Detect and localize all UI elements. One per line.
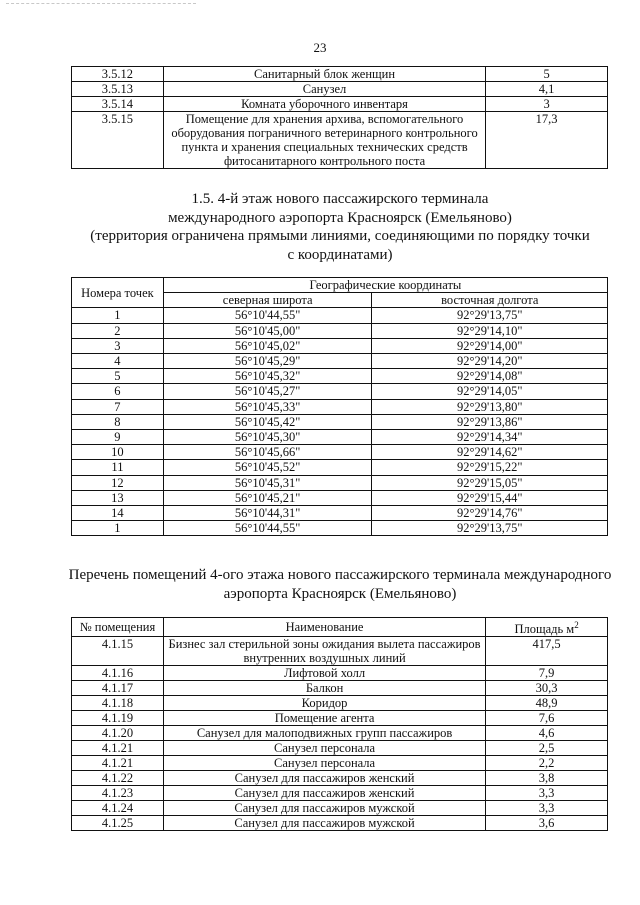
page-number: 23	[313, 40, 327, 55]
table-row	[72, 696, 608, 711]
cell-latitude: 56°10'45,21"	[163, 490, 372, 505]
cell-longitude: 92°29'14,10"	[372, 323, 608, 338]
cell-room-number: 4.1.19	[72, 711, 164, 726]
cell-point-number: 11	[72, 460, 164, 475]
header-room-number: № помещения	[72, 618, 164, 637]
cell-longitude: 92°29'14,00"	[372, 338, 608, 353]
table-row	[72, 445, 608, 460]
table-row	[72, 756, 608, 771]
rooms-list-heading-line: Перечень помещений 4-ого этажа нового пассажирского терминала международного	[68, 567, 612, 583]
cell-room-name: Санузел для пассажиров мужской	[163, 816, 485, 831]
cell-longitude: 92°29'15,05"	[372, 475, 608, 490]
cell-point-number: 13	[72, 490, 164, 505]
table-row	[72, 711, 608, 726]
cell-latitude: 56°10'45,00"	[163, 323, 372, 338]
cell-room-area: 3	[486, 97, 608, 112]
cell-latitude: 56°10'45,32"	[163, 369, 372, 384]
section-heading-line: международного аэропорта Красноярск (Емельяново)	[168, 209, 512, 226]
table-row	[72, 399, 608, 414]
table-row	[72, 384, 608, 399]
cell-room-area: 3,3	[486, 786, 608, 801]
cell-longitude: 92°29'14,34"	[372, 430, 608, 445]
cell-point-number: 12	[72, 475, 164, 490]
cell-room-area: 7,9	[486, 666, 608, 681]
cell-room-area: 48,9	[486, 696, 608, 711]
cell-room-name: Санузел персонала	[163, 741, 485, 756]
table-row	[72, 338, 608, 353]
table-row	[72, 506, 608, 521]
cell-latitude: 56°10'45,30"	[163, 430, 372, 445]
rooms-list-heading	[40, 566, 640, 603]
cell-latitude: 56°10'45,29"	[163, 354, 372, 369]
cell-point-number: 1	[72, 521, 164, 536]
cell-room-area: 3,8	[486, 771, 608, 786]
cell-point-number: 1	[72, 308, 164, 323]
cell-point-number: 5	[72, 369, 164, 384]
cell-room-area: 5	[486, 67, 608, 82]
table-row	[72, 726, 608, 741]
cell-room-area: 7,6	[486, 711, 608, 726]
cell-point-number: 9	[72, 430, 164, 445]
table-row	[72, 323, 608, 338]
cell-room-number: 4.1.25	[72, 816, 164, 831]
cell-room-number: 3.5.12	[72, 67, 164, 82]
header-points: Номера точек	[72, 278, 164, 308]
cell-room-name: Комната уборочного инвентаря	[163, 97, 485, 112]
cell-point-number: 14	[72, 506, 164, 521]
cell-latitude: 56°10'44,55"	[163, 308, 372, 323]
cell-room-number: 4.1.23	[72, 786, 164, 801]
table-row	[72, 430, 608, 445]
table-row	[72, 475, 608, 490]
cell-longitude: 92°29'14,05"	[372, 384, 608, 399]
header-room-area-label: Площадь м	[514, 622, 575, 636]
cell-latitude: 56°10'45,66"	[163, 445, 372, 460]
cell-point-number: 3	[72, 338, 164, 353]
rooms-table	[71, 617, 608, 831]
cell-room-number: 4.1.24	[72, 801, 164, 816]
cell-room-number: 4.1.18	[72, 696, 164, 711]
cell-room-name: Санузел персонала	[163, 756, 485, 771]
cell-room-name: Санитарный блок женщин	[163, 67, 485, 82]
header-latitude: северная широта	[163, 293, 372, 308]
header-room-area-unit: 2	[574, 620, 579, 630]
section-heading-line: (территория ограничена прямыми линиями, соединяющими по порядку точки	[90, 228, 590, 244]
table-row	[72, 82, 608, 97]
cell-room-number: 4.1.22	[72, 771, 164, 786]
cell-room-name: Санузел для малоподвижных групп пассажиров	[163, 726, 485, 741]
cell-latitude: 56°10'45,42"	[163, 414, 372, 429]
table-row	[72, 786, 608, 801]
table-row	[72, 354, 608, 369]
cell-room-name: Санузел для пассажиров женский	[163, 771, 485, 786]
cell-latitude: 56°10'45,52"	[163, 460, 372, 475]
table-row	[72, 771, 608, 786]
header-room-name: Наименование	[163, 618, 485, 637]
cell-room-area: 4,6	[486, 726, 608, 741]
cell-longitude: 92°29'13,86"	[372, 414, 608, 429]
table-row	[72, 308, 608, 323]
cell-room-number: 3.5.14	[72, 97, 164, 112]
table-row	[72, 801, 608, 816]
cell-room-area: 2,5	[486, 741, 608, 756]
cell-room-number: 4.1.21	[72, 741, 164, 756]
cell-room-area: 2,2	[486, 756, 608, 771]
cell-room-number: 3.5.13	[72, 82, 164, 97]
cell-room-number: 3.5.15	[72, 112, 164, 169]
table-row	[72, 67, 608, 82]
coordinates-table	[71, 277, 608, 536]
header-longitude: восточная долгота	[372, 293, 608, 308]
cell-longitude: 92°29'14,62"	[372, 445, 608, 460]
cell-longitude: 92°29'15,44"	[372, 490, 608, 505]
cell-room-name: Балкон	[163, 681, 485, 696]
cell-room-number: 4.1.17	[72, 681, 164, 696]
cell-longitude: 92°29'14,08"	[372, 369, 608, 384]
cell-room-area: 417,5	[486, 637, 608, 666]
section-heading-line: с координатами)	[287, 246, 393, 263]
table-row	[72, 741, 608, 756]
cell-latitude: 56°10'45,31"	[163, 475, 372, 490]
header-geo-coordinates: Географические координаты	[163, 278, 607, 293]
table-row	[72, 369, 608, 384]
table-row	[72, 97, 608, 112]
cell-longitude: 92°29'13,80"	[372, 399, 608, 414]
cell-room-area: 17,3	[486, 112, 608, 169]
table-row	[72, 666, 608, 681]
cell-point-number: 10	[72, 445, 164, 460]
table-row	[72, 490, 608, 505]
table-row	[72, 816, 608, 831]
table-row	[72, 460, 608, 475]
cell-room-name: Помещение агента	[163, 711, 485, 726]
cell-latitude: 56°10'45,02"	[163, 338, 372, 353]
rooms-list-heading-line: аэропорта Красноярск (Емельяново)	[223, 585, 457, 602]
header-room-area	[486, 618, 608, 637]
top-divider	[6, 3, 196, 4]
cell-latitude: 56°10'45,33"	[163, 399, 372, 414]
cell-room-area: 3,6	[486, 816, 608, 831]
cell-room-name: Санузел для пассажиров мужской	[163, 801, 485, 816]
cell-room-area: 3,3	[486, 801, 608, 816]
cell-longitude: 92°29'13,75"	[372, 308, 608, 323]
table-row	[72, 521, 608, 536]
table-row	[72, 681, 608, 696]
cell-room-name: Лифтовой холл	[163, 666, 485, 681]
cell-point-number: 7	[72, 399, 164, 414]
table-row	[72, 414, 608, 429]
cell-room-name: Санузел	[163, 82, 485, 97]
cell-longitude: 92°29'14,20"	[372, 354, 608, 369]
section-heading	[40, 190, 640, 264]
cell-latitude: 56°10'44,55"	[163, 521, 372, 536]
cell-room-number: 4.1.16	[72, 666, 164, 681]
cell-point-number: 2	[72, 323, 164, 338]
cell-room-number: 4.1.21	[72, 756, 164, 771]
cell-point-number: 6	[72, 384, 164, 399]
section-heading-line: 1.5. 4-й этаж нового пассажирского терминала	[191, 191, 489, 207]
table-row	[72, 637, 608, 666]
cell-room-number: 4.1.20	[72, 726, 164, 741]
cell-room-name: Помещение для хранения архива, вспомогательного оборудования пограничного ветеринарного контрольного пункта и хранения специальных технических средств фитосанитарного контрольного поста	[163, 112, 485, 169]
cell-longitude: 92°29'13,75"	[372, 521, 608, 536]
cell-point-number: 8	[72, 414, 164, 429]
cell-room-area: 4,1	[486, 82, 608, 97]
table-row	[72, 112, 608, 169]
cell-room-name: Коридор	[163, 696, 485, 711]
cell-latitude: 56°10'45,27"	[163, 384, 372, 399]
cell-point-number: 4	[72, 354, 164, 369]
cell-room-area: 30,3	[486, 681, 608, 696]
rooms-table-continued	[71, 66, 608, 169]
cell-room-name: Бизнес зал стерильной зоны ожидания вылета пассажиров внутренних воздушных линий	[163, 637, 485, 666]
cell-latitude: 56°10'44,31"	[163, 506, 372, 521]
cell-longitude: 92°29'15,22"	[372, 460, 608, 475]
cell-room-number: 4.1.15	[72, 637, 164, 666]
cell-room-name: Санузел для пассажиров женский	[163, 786, 485, 801]
cell-longitude: 92°29'14,76"	[372, 506, 608, 521]
